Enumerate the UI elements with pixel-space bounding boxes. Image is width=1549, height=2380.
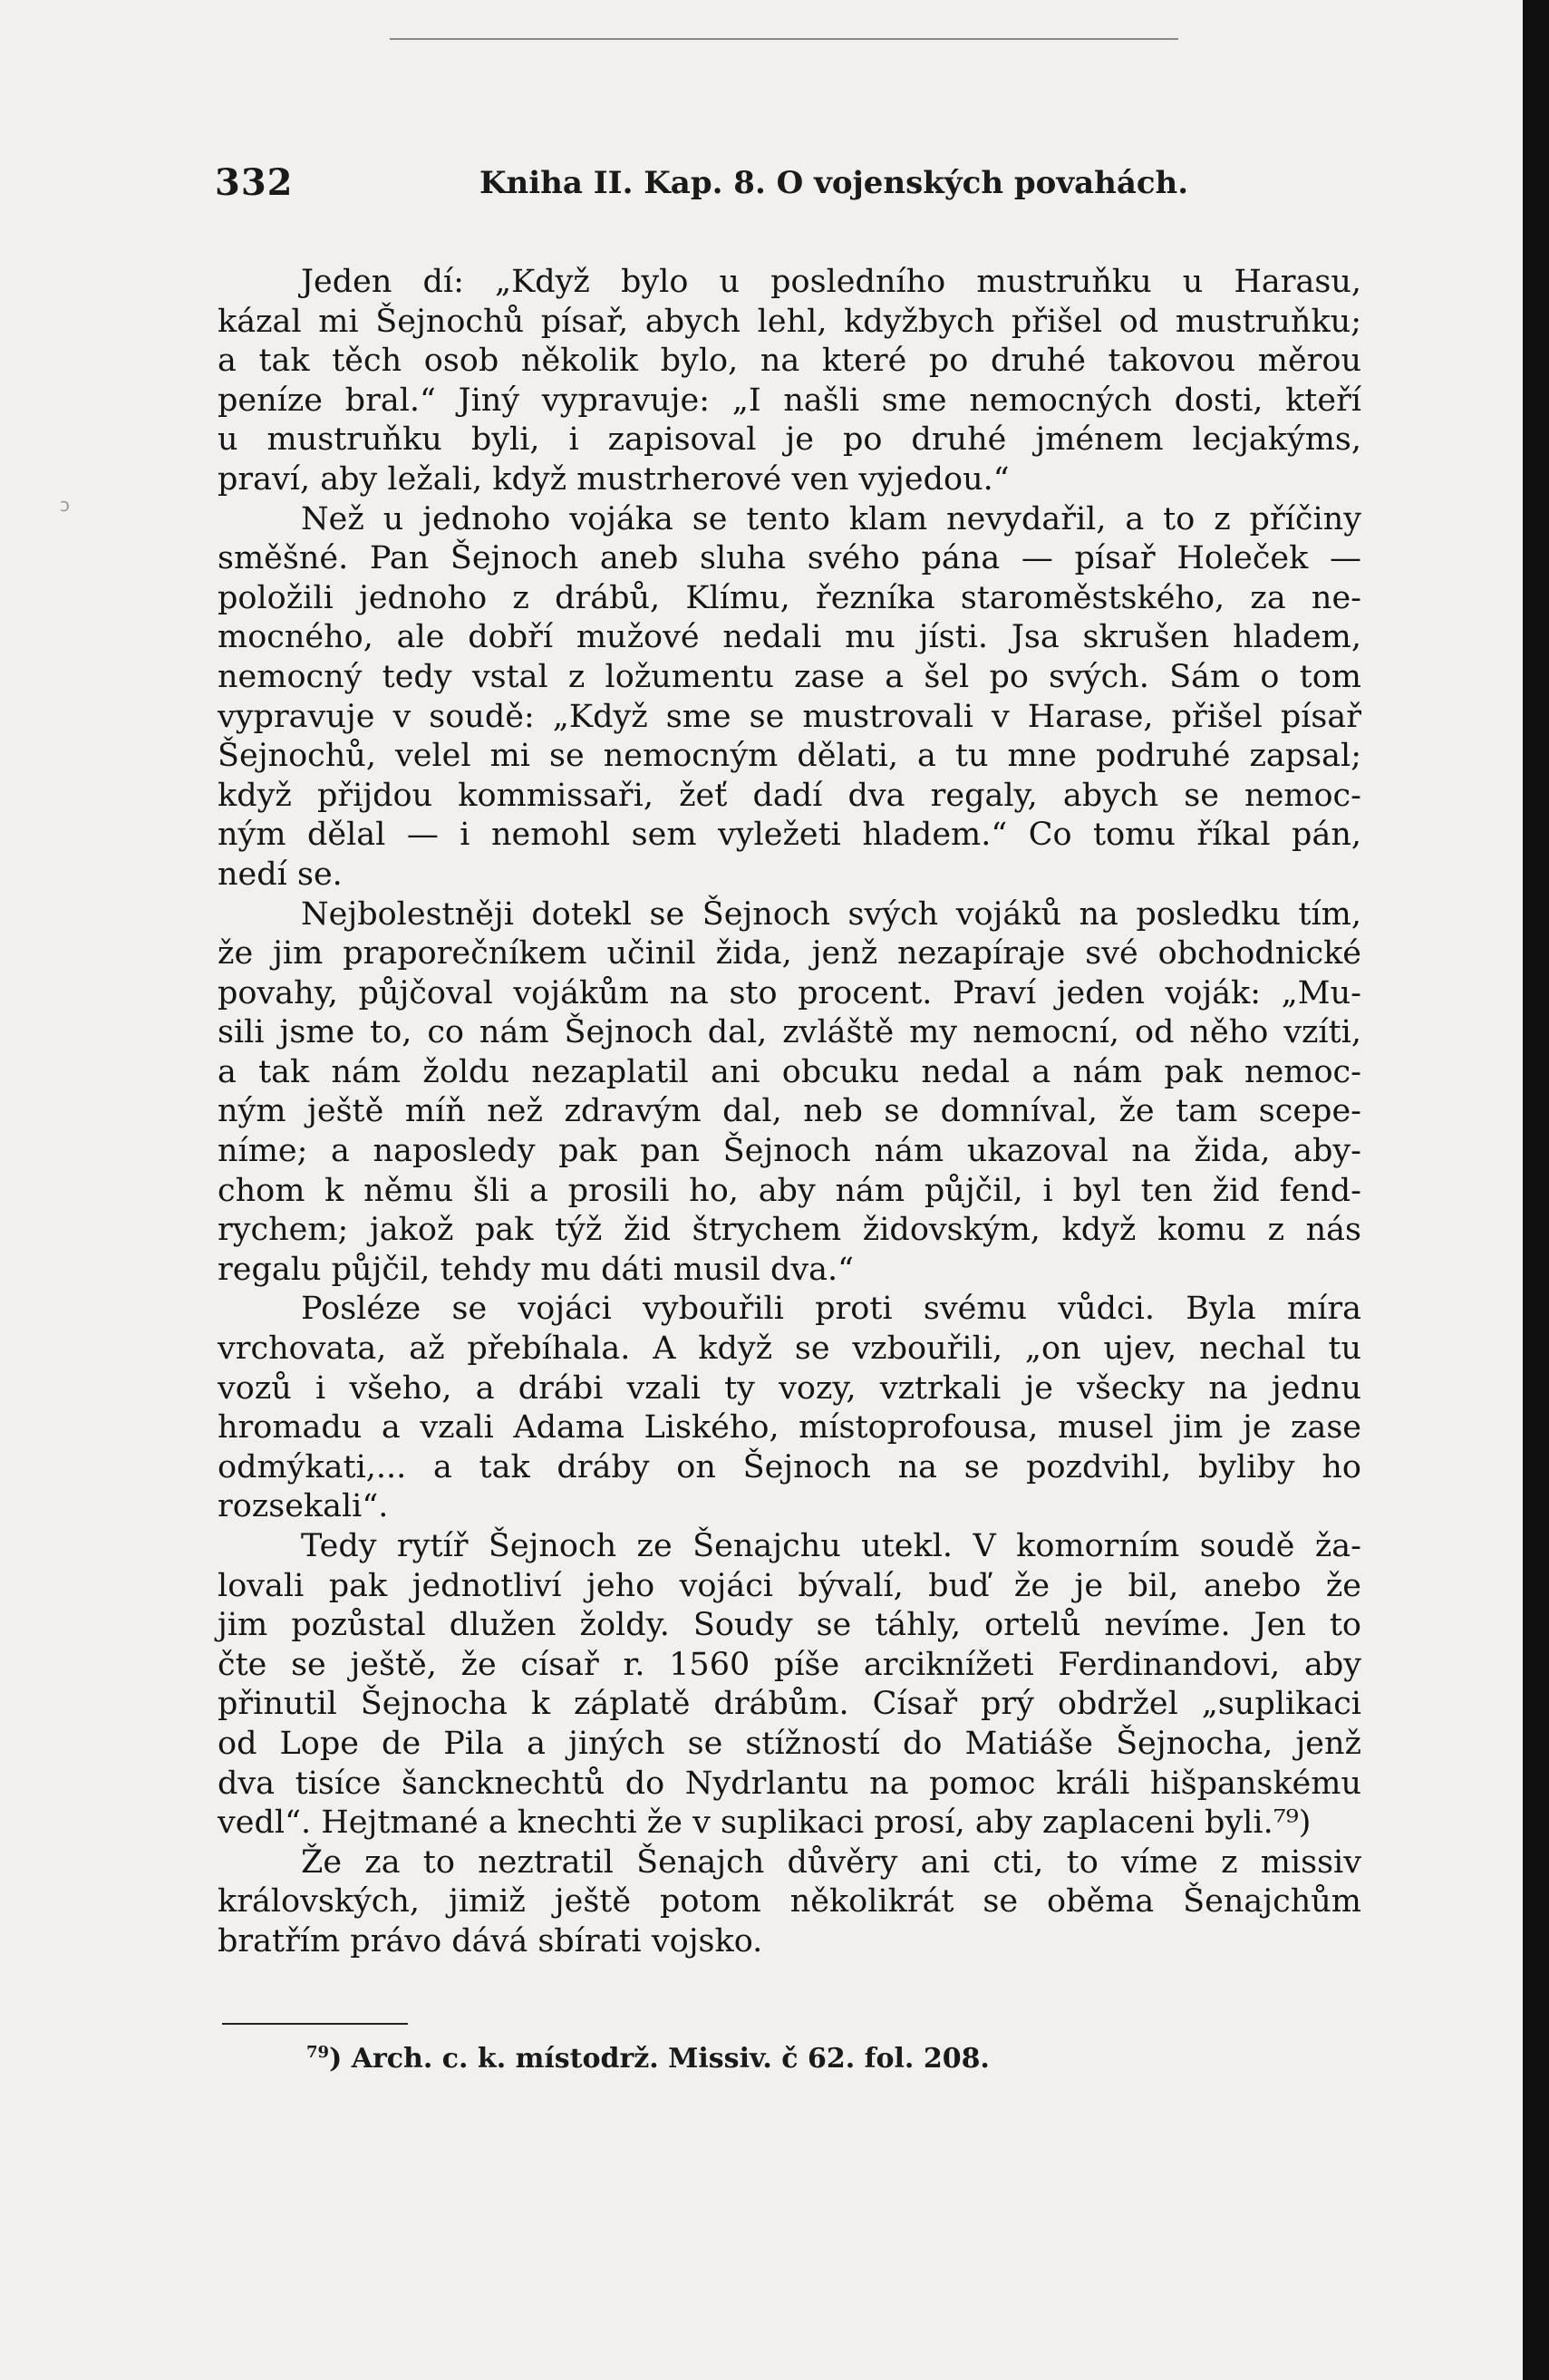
text-line: mocného, ale dobří mužové nedali mu jísti. Jsa skrušen hladem, xyxy=(218,619,1361,656)
text-line: vozů i všeho, a drábi vzali ty vozy, vztrkali je všecky na jednu xyxy=(218,1369,1361,1407)
text-line: vedl“. Hejtmané a knechti že v suplikaci prosí, aby zaplaceni byli.⁷⁹) xyxy=(218,1804,1312,1842)
running-head xyxy=(215,161,1366,216)
text-line: jim pozůstal dlužen žoldy. Soudy se táhly, ortelů nevíme. Jen to xyxy=(218,1607,1361,1644)
text-line: dva tisíce šancknechtů do Nydrlantu na pomoc králi hišpanskému xyxy=(218,1765,1361,1802)
text-line: odmýkati,... a tak dráby on Šejnoch na se pozdvihl, byliby ho xyxy=(218,1448,1361,1485)
text-line: bratřím právo dává sbírati vojsko. xyxy=(218,1922,763,1959)
text-line: rychem; jakož pak týž žid štrychem židovským, když komu z nás xyxy=(218,1212,1361,1249)
text-line: přinutil Šejnocha k záplatě drábům. Císař prý obdržel „suplikaci xyxy=(218,1686,1361,1723)
text-line: nedí se. xyxy=(218,856,343,893)
text-line: královských, jimiž ještě potom několikrát se oběma Šenajchům xyxy=(218,1883,1361,1920)
text-line: hromadu a vzali Adama Liského, místoprofousa, musel jim je zase xyxy=(218,1409,1361,1446)
footnote xyxy=(306,2043,990,2075)
text-line: a tak těch osob několik bylo, na které po druhé takovou měrou xyxy=(218,343,1361,380)
text-line: čte se ještě, že císař r. 1560 píše arciknížeti Ferdinandovi, aby xyxy=(218,1646,1361,1683)
text-line: lovali pak jednotliví jeho vojáci bývalí, buď že je bil, anebo že xyxy=(218,1567,1361,1604)
text-line: a tak nám žoldu nezaplatil ani obcuku nedal a nám pak nemoc- xyxy=(218,1053,1361,1090)
text-line: chom k němu šli a prosili ho, aby nám půjčil, i byl ten žid fend- xyxy=(218,1172,1361,1209)
text-line: peníze bral.“ Jiný vypravuje: „I našli sme nemocných dosti, kteří xyxy=(218,382,1361,419)
text-line: praví, aby ležali, když mustrherové ven vyjedou.“ xyxy=(218,460,1010,498)
text-line: u mustruňku byli, i zapisoval je po druhé jménem lecjakýms, xyxy=(218,421,1361,459)
text-line: povahy, půjčoval vojákům na sto procent. Praví jeden voják: „Mu- xyxy=(218,974,1361,1011)
text-line: vypravuje v soudě: „Když sme se mustrovali v Harase, přišel písař xyxy=(218,698,1361,735)
text-line: směšné. Pan Šejnoch aneb sluha svého pána — písař Holeček — xyxy=(218,540,1361,577)
text-line: níme; a naposledy pak pan Šejnoch nám ukazoval na žida, aby- xyxy=(218,1133,1361,1170)
text-line: kázal mi Šejnochů písař, abych lehl, kdyžbych přišel od mustruňku; xyxy=(218,303,1361,340)
text-line: regalu půjčil, tehdy mu dáti musil dva.“ xyxy=(218,1251,855,1288)
text-line: ným ještě míň než zdravým dal, neb se domníval, že tam scepe- xyxy=(218,1093,1361,1130)
text-line: Jeden dí: „Když bylo u posledního mustruňku u Harasu, xyxy=(301,264,1361,300)
header-rule xyxy=(390,38,1178,40)
chapter-title: Kniha II. Kap. 8. O vojenských povahách. xyxy=(479,165,1189,201)
text-line: Nejbolestněji dotekl se Šejnoch svých vojáků na posledku tím, xyxy=(301,895,1361,933)
text-line: ným dělal — i nemohl sem vyležeti hladem.“ Co tomu říkal pán, xyxy=(218,817,1361,854)
text-line: Šejnochů, velel mi se nemocným dělati, a tu mne podruhé zapsal; xyxy=(218,738,1361,775)
footnote-text: ) Arch. c. k. místodrž. Missiv. č 62. fol. 208. xyxy=(329,2043,990,2075)
text-line: nemocný tedy vstal z ložumentu zase a šel po svých. Sám o tom xyxy=(218,658,1361,695)
text-line: že jim praporečníkem učinil žida, jenž nezapíraje své obchodnické xyxy=(218,935,1361,972)
text-line: položili jednoho z drábů, Klímu, řezníka staroměstského, za ne- xyxy=(218,579,1361,616)
text-line: vrchovata, až přebíhala. A když se vzbouřili, „on ujev, nechal tu xyxy=(218,1330,1361,1368)
body-text xyxy=(218,263,1361,1962)
page-number: 332 xyxy=(215,161,294,204)
text-line: od Lope de Pila a jiných se stížností do Matiáše Šejnocha, jenž xyxy=(218,1725,1361,1762)
text-line: Tedy rytíř Šejnoch ze Šenajchu utekl. V komorním soudě ža- xyxy=(301,1528,1361,1564)
scan-edge xyxy=(1523,0,1549,2380)
text-line: Posléze se vojáci vybouřili proti svému vůdci. Byla míra xyxy=(301,1291,1361,1328)
text-line: Než u jednoho vojáka se tento klam nevydařil, a to z příčiny xyxy=(301,500,1361,537)
text-line: sili jsme to, co nám Šejnoch dal, zvláště my nemocní, od něho vzíti, xyxy=(218,1014,1361,1051)
footnote-rule xyxy=(222,2023,408,2025)
text-line: rozsekali“. xyxy=(218,1488,389,1525)
text-line: když přijdou kommissaři, žeť dadí dva regaly, abych se nemoc- xyxy=(218,777,1361,814)
footnote-marker: 79 xyxy=(306,2043,330,2062)
margin-mark: ↄ xyxy=(60,494,70,516)
text-line: Že za to neztratil Šenajch důvěry ani cti, to víme z missiv xyxy=(301,1843,1361,1881)
